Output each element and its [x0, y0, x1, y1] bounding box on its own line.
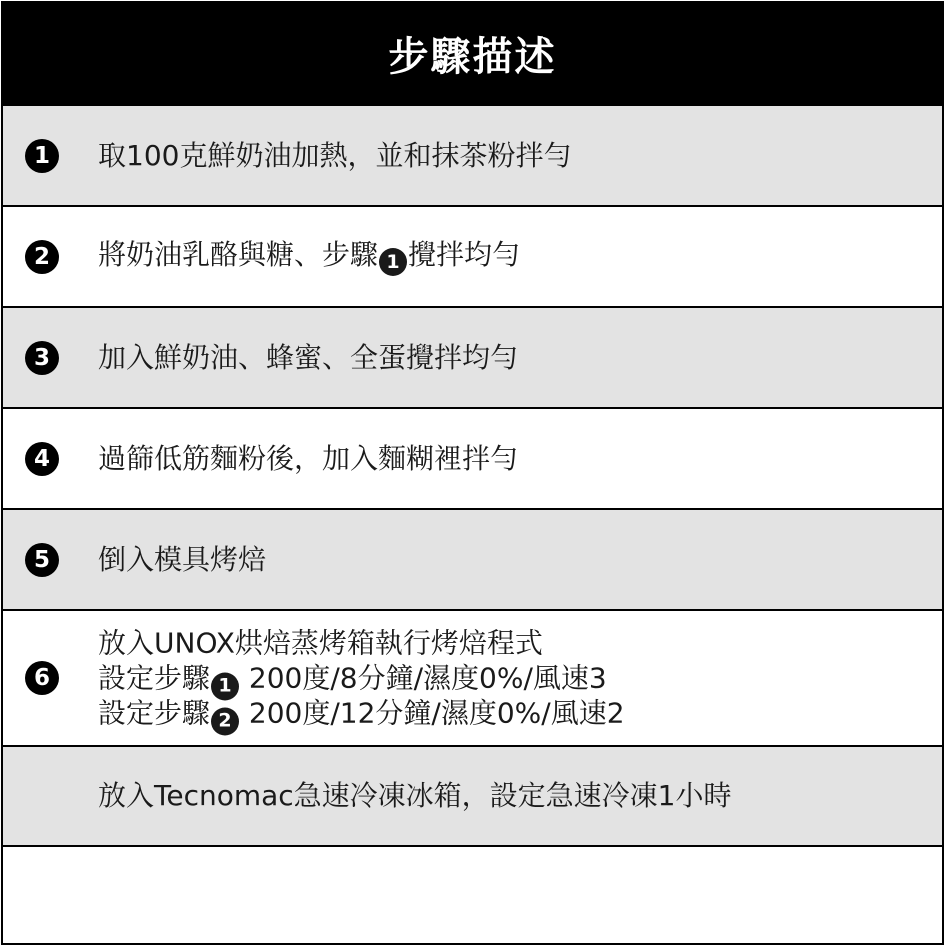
step-row-1 [3, 104, 942, 205]
step-6-line-1: 放入UNOX烘焙蒸烤箱執行烤焙程式 [98, 626, 543, 660]
step-row-3 [3, 306, 942, 407]
steps-table [1, 1, 944, 945]
step-6-line-2: 設定步驟 1 200度/8分鐘/濕度0%/風速3 [98, 661, 625, 696]
step-row-7 [3, 745, 942, 845]
table-title: 步驟描述 [3, 3, 942, 104]
step-text-7: 放入Tecnomac急速冷凍冰箱，設定急速冷凍1小時 [98, 779, 732, 812]
step-row-5 [3, 508, 942, 609]
step-text-2: 將奶油乳酪與糖、步驟 1 攪拌均勻 [98, 238, 520, 276]
step-row-4 [3, 407, 942, 508]
step-text-3: 加入鮮奶油、蜂蜜、全蛋攪拌均勻 [98, 340, 519, 374]
step-text-6 [98, 626, 625, 731]
step-number-4: 4 [25, 442, 59, 476]
step-ref-badge: 2 [211, 707, 239, 735]
step-row-2 [3, 205, 942, 306]
step-6-line-3: 設定步驟 2 200度/12分鐘/濕度0%/風速2 [98, 696, 625, 731]
step-text-5: 倒入模具烤焙 [98, 542, 267, 576]
step-number-6: 6 [25, 661, 59, 695]
step-ref-badge: 1 [379, 248, 407, 276]
step-text-1: 取100克鮮奶油加熱，並和抹茶粉拌勻 [98, 138, 572, 172]
step-row-6 [3, 609, 942, 745]
step-number-5: 5 [25, 543, 59, 577]
step-number-1: 1 [25, 139, 59, 173]
step-number-2: 2 [25, 240, 59, 274]
step-number-3: 3 [25, 341, 59, 375]
step-ref-badge: 1 [211, 672, 239, 700]
step-text-4: 過篩低筋麵粉後，加入麵糊裡拌勻 [98, 441, 519, 475]
step-row-empty [3, 845, 942, 943]
